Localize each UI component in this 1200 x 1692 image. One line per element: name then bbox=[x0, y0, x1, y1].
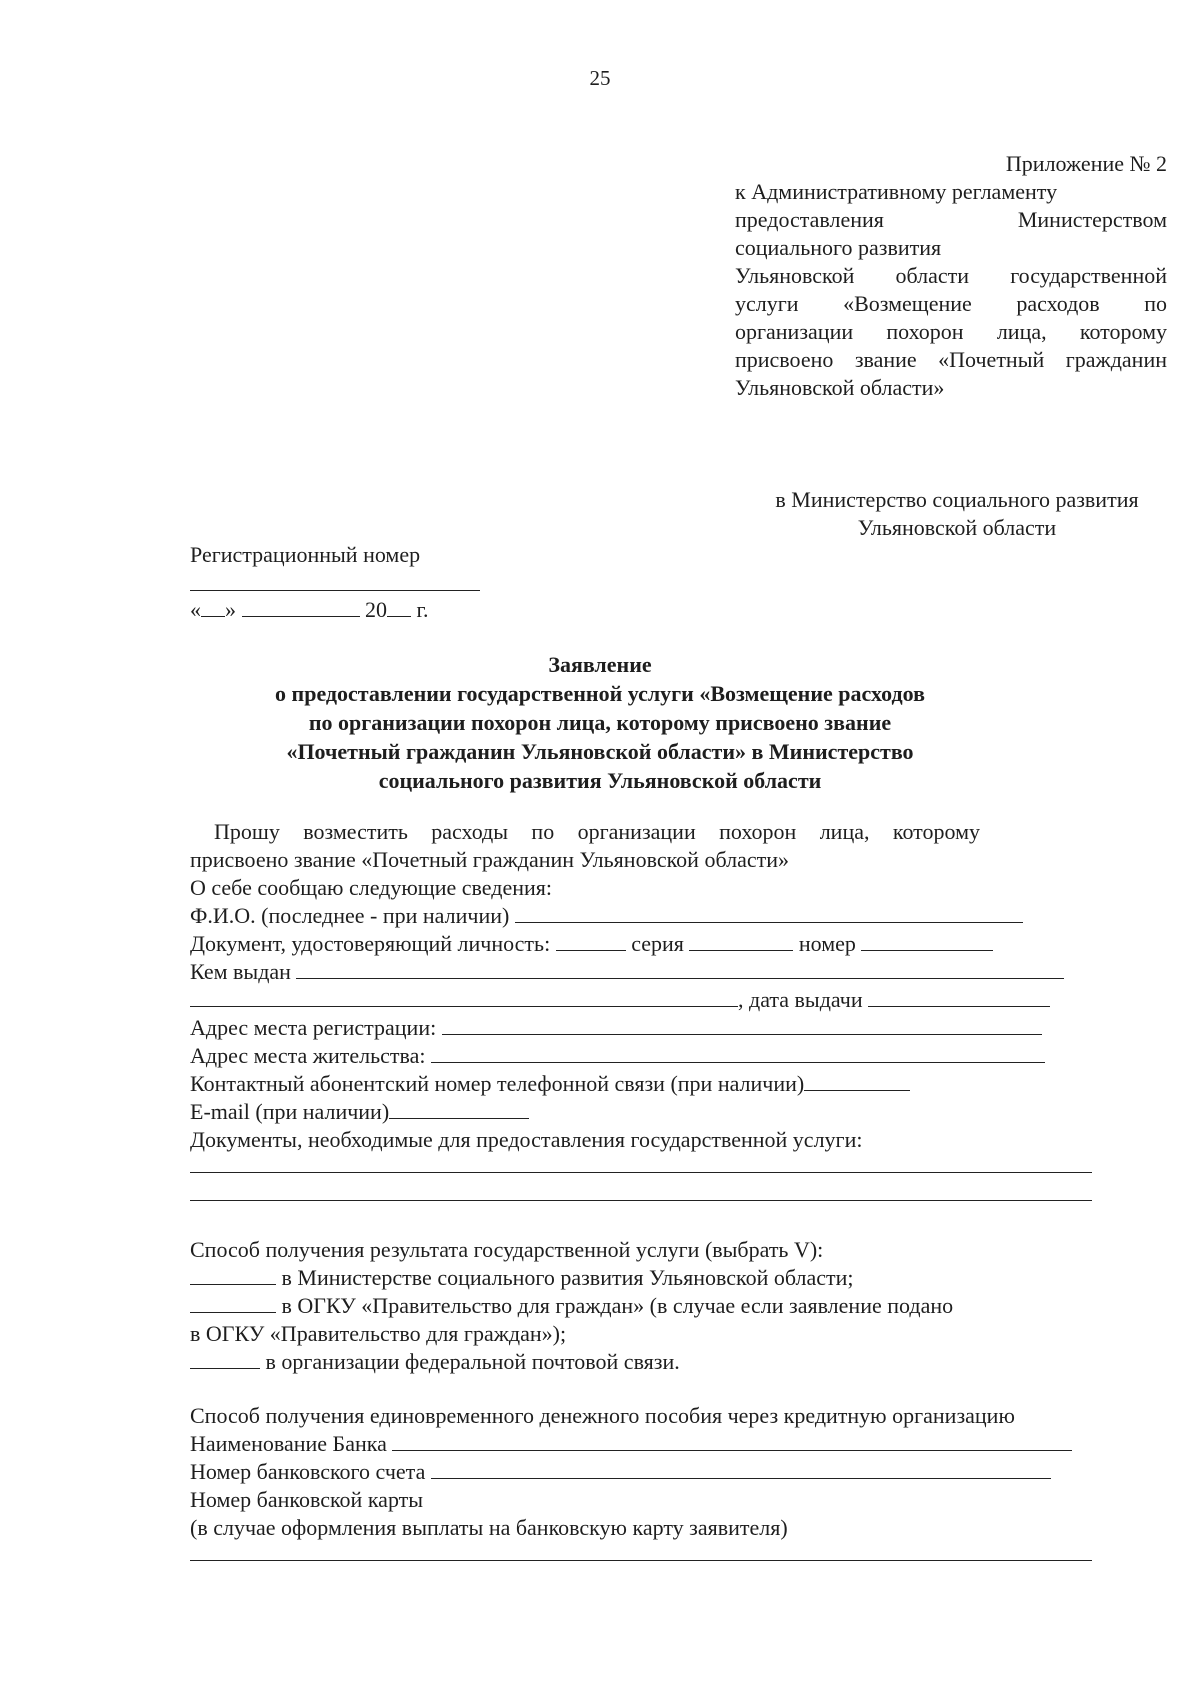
live-address-label: Адрес места жительства: bbox=[190, 1043, 426, 1068]
number-field[interactable] bbox=[861, 930, 993, 951]
number-label: номер bbox=[798, 931, 856, 956]
issue-date-field[interactable] bbox=[868, 986, 1050, 1007]
issued-by-row bbox=[190, 958, 1064, 986]
appendix-line: услуги «Возмещение расходов по bbox=[735, 291, 1167, 316]
title-line: по организации похорон лица, которому присвоено звание bbox=[308, 710, 892, 735]
phone-field[interactable] bbox=[804, 1070, 910, 1091]
title-line: «Почетный гражданин Ульяновской области» в Министерство bbox=[286, 739, 914, 764]
issued-by-field-cont[interactable] bbox=[190, 986, 738, 1007]
issued-by-label: Кем выдан bbox=[190, 959, 291, 984]
request-text: Прошу возместить расходы по организации похорон лица, которому bbox=[214, 819, 980, 844]
request-text: О себе сообщаю следующие сведения: bbox=[190, 875, 553, 900]
series-label: серия bbox=[631, 931, 684, 956]
bank-field[interactable] bbox=[392, 1430, 1072, 1451]
addressee-line: Ульяновской области bbox=[857, 515, 1057, 540]
live-address-field[interactable] bbox=[431, 1042, 1045, 1063]
documents-field-line[interactable] bbox=[190, 1172, 1092, 1173]
year-prefix: 20 bbox=[365, 597, 387, 622]
fio-field[interactable] bbox=[515, 902, 1023, 923]
id-document-row bbox=[190, 930, 993, 958]
issue-date-row bbox=[190, 986, 1050, 1014]
page-number: 25 bbox=[589, 66, 611, 90]
reg-address-label: Адрес места регистрации: bbox=[190, 1015, 437, 1040]
day-field[interactable] bbox=[201, 596, 225, 617]
result-option-post-checkbox[interactable] bbox=[190, 1348, 260, 1369]
email-field[interactable] bbox=[389, 1098, 529, 1119]
title-line: социального развития Ульяновской области bbox=[378, 768, 822, 793]
addressee-line: в Министерство социального развития bbox=[775, 487, 1139, 512]
id-document-label: Документ, удостоверяющий личность: bbox=[190, 931, 551, 956]
fio-row bbox=[190, 902, 1023, 930]
reg-address-row bbox=[190, 1014, 1042, 1042]
registration-number-field[interactable] bbox=[190, 590, 480, 591]
card-field-line[interactable] bbox=[190, 1560, 1092, 1561]
result-method-heading: Способ получения результата государственной услуги (выбрать V): bbox=[190, 1237, 824, 1262]
title-line: Заявление bbox=[548, 652, 652, 677]
card-label: Номер банковской карты bbox=[190, 1487, 424, 1512]
date-open-quote: « bbox=[190, 597, 201, 622]
bank-label: Наименование Банка bbox=[190, 1431, 387, 1456]
result-option-post bbox=[190, 1348, 680, 1376]
bank-row bbox=[190, 1430, 1072, 1458]
issue-date-label: , дата выдачи bbox=[738, 987, 863, 1012]
fio-label: Ф.И.О. (последнее - при наличии) bbox=[190, 903, 510, 928]
phone-row bbox=[190, 1070, 910, 1098]
series-field[interactable] bbox=[689, 930, 793, 951]
id-document-field[interactable] bbox=[556, 930, 626, 951]
year-field[interactable] bbox=[387, 596, 411, 617]
result-option-ogku-label: в ОГКУ «Правительство для граждан» (в случае если заявление подано bbox=[276, 1293, 954, 1318]
month-field[interactable] bbox=[242, 596, 360, 617]
addressee bbox=[762, 486, 1152, 542]
live-address-row bbox=[190, 1042, 1045, 1070]
documents-label: Документы, необходимые для предоставления государственной услуги: bbox=[190, 1127, 863, 1152]
appendix-line: Ульяновской области» bbox=[735, 375, 945, 400]
reg-address-field[interactable] bbox=[442, 1014, 1042, 1035]
account-label: Номер банковского счета bbox=[190, 1459, 426, 1484]
account-row bbox=[190, 1458, 1051, 1486]
appendix-title: Приложение № 2 bbox=[1005, 151, 1167, 176]
registration-label: Регистрационный номер bbox=[190, 542, 421, 567]
email-label: E-mail (при наличии) bbox=[190, 1099, 390, 1124]
appendix-line: к Административному регламенту bbox=[735, 179, 1058, 204]
result-option-ministry-label: в Министерстве социального развития Ульяновской области; bbox=[276, 1265, 854, 1290]
appendix-line: организации похорон лица, которому bbox=[735, 319, 1167, 344]
appendix-line: Ульяновской области государственной bbox=[735, 263, 1167, 288]
payment-heading: Способ получения единовременного денежного пособия через кредитную организацию bbox=[190, 1403, 1015, 1428]
phone-label: Контактный абонентский номер телефонной связи (при наличии) bbox=[190, 1071, 805, 1096]
registration-date bbox=[190, 596, 429, 623]
appendix-line: присвоено звание «Почетный гражданин bbox=[735, 347, 1167, 372]
issued-by-field[interactable] bbox=[296, 958, 1064, 979]
email-row bbox=[190, 1098, 529, 1126]
year-suffix: г. bbox=[411, 597, 429, 622]
result-option-ministry-checkbox[interactable] bbox=[190, 1264, 276, 1285]
date-close-quote: » bbox=[225, 597, 236, 622]
title-line: о предоставлении государственной услуги «Возмещение расходов bbox=[275, 681, 925, 706]
card-note: (в случае оформления выплаты на банковскую карту заявителя) bbox=[190, 1515, 788, 1540]
document-title bbox=[0, 650, 1200, 795]
result-option-ogku-cont: в ОГКУ «Правительство для граждан»); bbox=[190, 1321, 567, 1346]
appendix-line: предоставления Министерством bbox=[735, 207, 1167, 232]
documents-field-line[interactable] bbox=[190, 1200, 1092, 1201]
result-option-ministry bbox=[190, 1264, 854, 1292]
result-option-ogku bbox=[190, 1292, 953, 1320]
result-option-post-label: в организации федеральной почтовой связи. bbox=[260, 1349, 680, 1374]
request-text: присвоено звание «Почетный гражданин Ульяновской области» bbox=[190, 847, 789, 872]
result-option-ogku-checkbox[interactable] bbox=[190, 1292, 276, 1313]
appendix-block bbox=[735, 150, 1167, 402]
account-field[interactable] bbox=[431, 1458, 1051, 1479]
appendix-line: социального развития bbox=[735, 235, 942, 260]
